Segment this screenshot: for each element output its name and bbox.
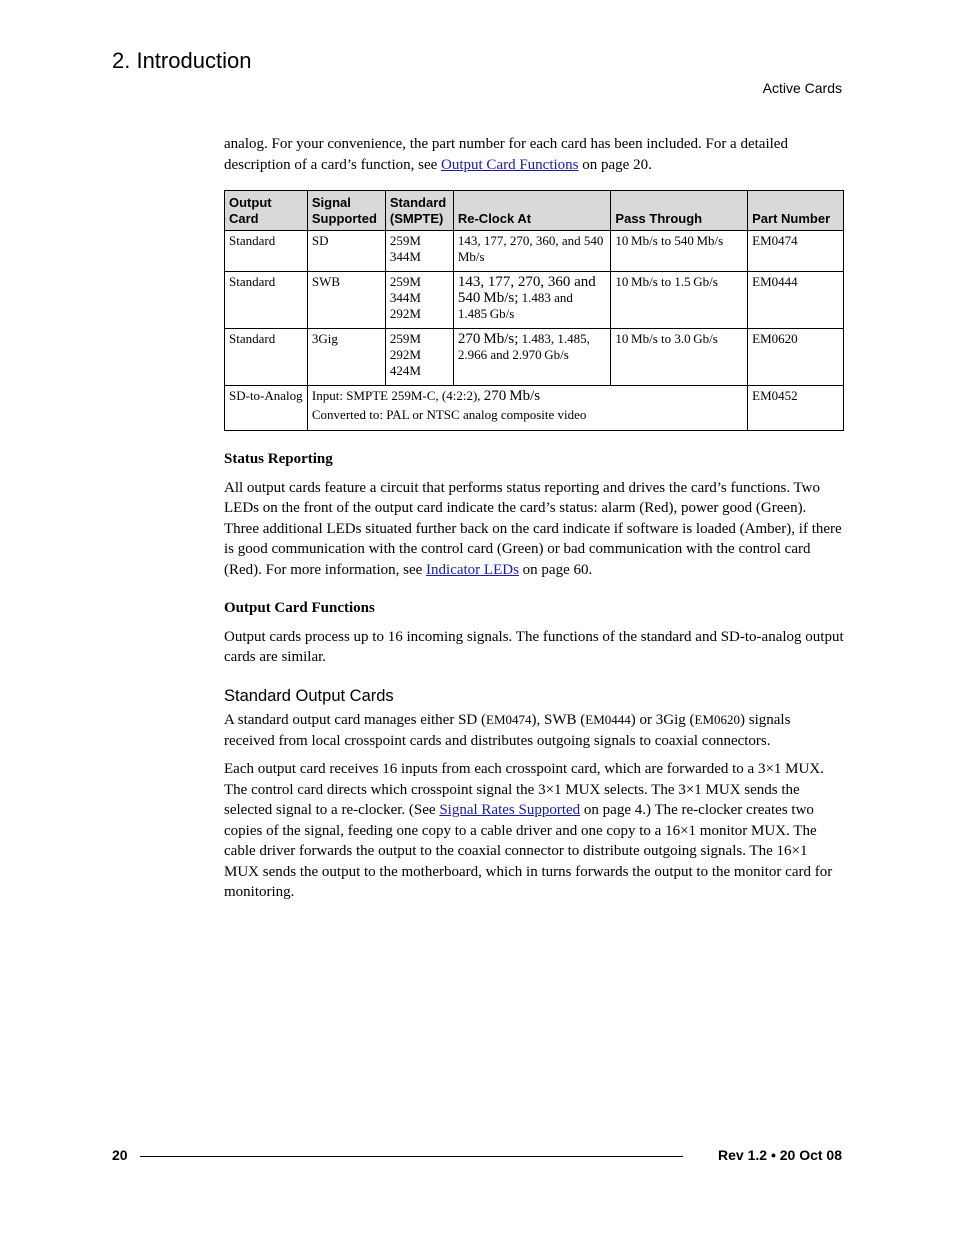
cell-standard: [385, 329, 453, 386]
header-standard-smpte: Standard (SMPTE): [385, 191, 453, 231]
standard-value: 292M: [389, 347, 421, 362]
cell-standard: [385, 272, 453, 329]
header-signal-supported: Signal Supported: [307, 191, 385, 231]
footer-page-number: 20: [112, 1147, 128, 1163]
cell-signal: SWB: [307, 272, 385, 329]
cell-sd-to-analog-description: [307, 386, 747, 431]
standard-value: 259M: [389, 331, 421, 346]
standard-value: 344M: [389, 249, 421, 264]
paragraph-text: A standard output card manages either SD (: [224, 712, 487, 728]
intro-paragraph: [224, 134, 844, 175]
standard-value: 259M: [389, 233, 421, 248]
page-content: [224, 134, 844, 903]
output-card-functions-link[interactable]: Output Card Functions: [441, 156, 579, 173]
table-row: [225, 329, 844, 386]
signal-rates-supported-link[interactable]: Signal Rates Supported: [439, 802, 581, 818]
status-reporting-paragraph: [224, 478, 844, 581]
header-re-clock-at: Re-Clock At: [453, 191, 611, 231]
mux-text-after: on page 4.) The re-clocker creates two copies of the signal, feeding one copy to a cable driver and one copy to a 16×1 monitor MUX. The cable driver forwards the output to the coaxial connector to distribute outgoing signals. The 16×1 MUX sends the output to the motherboard, which in turns forwards the output to the monitor card for monitoring.: [224, 802, 833, 900]
table-row: [225, 231, 844, 272]
reclock-extra: 1.483, 1.485, 2.966 and 2.970 Gb/s: [457, 331, 590, 362]
standard-value: 424M: [389, 363, 421, 378]
cell-part-number: EM0444: [748, 272, 844, 329]
paragraph-text: ) signals received from local crosspoint cards and distributes outgoing signals to coaxial connectors.: [224, 712, 791, 749]
footer-rule: [140, 1156, 683, 1157]
cell-output-card: Standard: [225, 329, 308, 386]
mux-description-paragraph: [224, 759, 844, 903]
standard-value: 259M: [389, 274, 421, 289]
status-text-before: All output cards feature a circuit that performs status reporting and drives the card’s functions. Two LEDs on the front of the output card indicate the card’s status: alarm (Red), power good (Green). Three additional LEDs situated further back on the card indicate if software is loaded (Amber), if there is good communication with the control card (Green) or bad communication with the control card (Red). For more information, see: [224, 479, 842, 578]
footer-revision: Rev 1.2 • 20 Oct 08: [718, 1147, 842, 1163]
standard-output-cards-paragraph: [224, 710, 844, 751]
reclock-main: 143, 177, 270, 360 and 540 Mb/s;: [457, 274, 596, 306]
cell-standard: [385, 231, 453, 272]
intro-text-after: on page 20.: [578, 156, 652, 173]
reclock-main: 270 Mb/s;: [457, 331, 519, 347]
part-number-sd: EM0474: [486, 712, 532, 727]
paragraph-text: ) or 3Gig (: [630, 712, 695, 728]
analog-input-rate: 270 Mb/s: [483, 388, 541, 404]
header-pass-through: Pass Through: [611, 191, 748, 231]
output-card-functions-paragraph: Output cards process up to 16 incoming signals. The functions of the standard and SD-to-analog output cards are similar.: [224, 628, 844, 665]
cell-pass-through: 10 Mb/s to 540 Mb/s: [611, 231, 748, 272]
cell-reclock: [453, 272, 611, 329]
table-header-row: [225, 191, 844, 231]
cell-output-card: Standard: [225, 231, 308, 272]
header-output-card: Output Card: [225, 191, 308, 231]
cell-signal: 3Gig: [307, 329, 385, 386]
cell-signal: SD: [307, 231, 385, 272]
cell-output-card: Standard: [225, 272, 308, 329]
section-header: Active Cards: [762, 80, 842, 96]
indicator-leds-link[interactable]: Indicator LEDs: [426, 561, 519, 578]
output-card-functions-heading: Output Card Functions: [224, 600, 375, 616]
reclock-extra: 1.483 and 1.485 Gb/s: [457, 290, 573, 321]
cell-part-number: EM0474: [748, 231, 844, 272]
chapter-title: 2. Introduction: [112, 48, 252, 73]
analog-input-text: Input: SMPTE 259M-C, (4:2:2),: [311, 388, 484, 403]
status-text-after: on page 60.: [518, 561, 593, 578]
part-number-swb: EM0444: [585, 712, 631, 727]
cell-part-number: EM0452: [748, 386, 844, 431]
intro-text-before: analog. For your convenience, the part number for each card has been included. For a detailed description of a card’s function, see: [224, 136, 788, 173]
cell-pass-through: 10 Mb/s to 3.0 Gb/s: [611, 329, 748, 386]
output-cards-table: [224, 190, 844, 431]
cell-part-number: EM0620: [748, 329, 844, 386]
cell-pass-through: 10 Mb/s to 1.5 Gb/s: [611, 272, 748, 329]
table-row: [225, 386, 844, 431]
cell-reclock: 143, 177, 270, 360, and 540 Mb/s: [453, 231, 611, 272]
mux-text-before: Each output card receives 16 inputs from each crosspoint card, which are forwarded to a 3×1 MUX. The control card directs which crosspoint signal the 3×1 MUX selects. The 3×1 MUX sends the selected signal to a re-clocker. (See: [224, 761, 824, 818]
standard-output-cards-heading: Standard Output Cards: [224, 686, 394, 705]
cell-reclock: [453, 329, 611, 386]
header-part-number: Part Number: [748, 191, 844, 231]
table-row: [225, 272, 844, 329]
cell-output-card: SD-to-Analog: [225, 386, 308, 431]
paragraph-text: ), SWB (: [531, 712, 586, 728]
status-reporting-heading: Status Reporting: [224, 451, 333, 467]
analog-converted-line: Converted to: PAL or NTSC analog composite video: [311, 407, 587, 422]
standard-value: 344M: [389, 290, 421, 305]
part-number-3gig: EM0620: [694, 712, 741, 727]
standard-value: 292M: [389, 306, 421, 321]
analog-input-line: [312, 388, 743, 404]
